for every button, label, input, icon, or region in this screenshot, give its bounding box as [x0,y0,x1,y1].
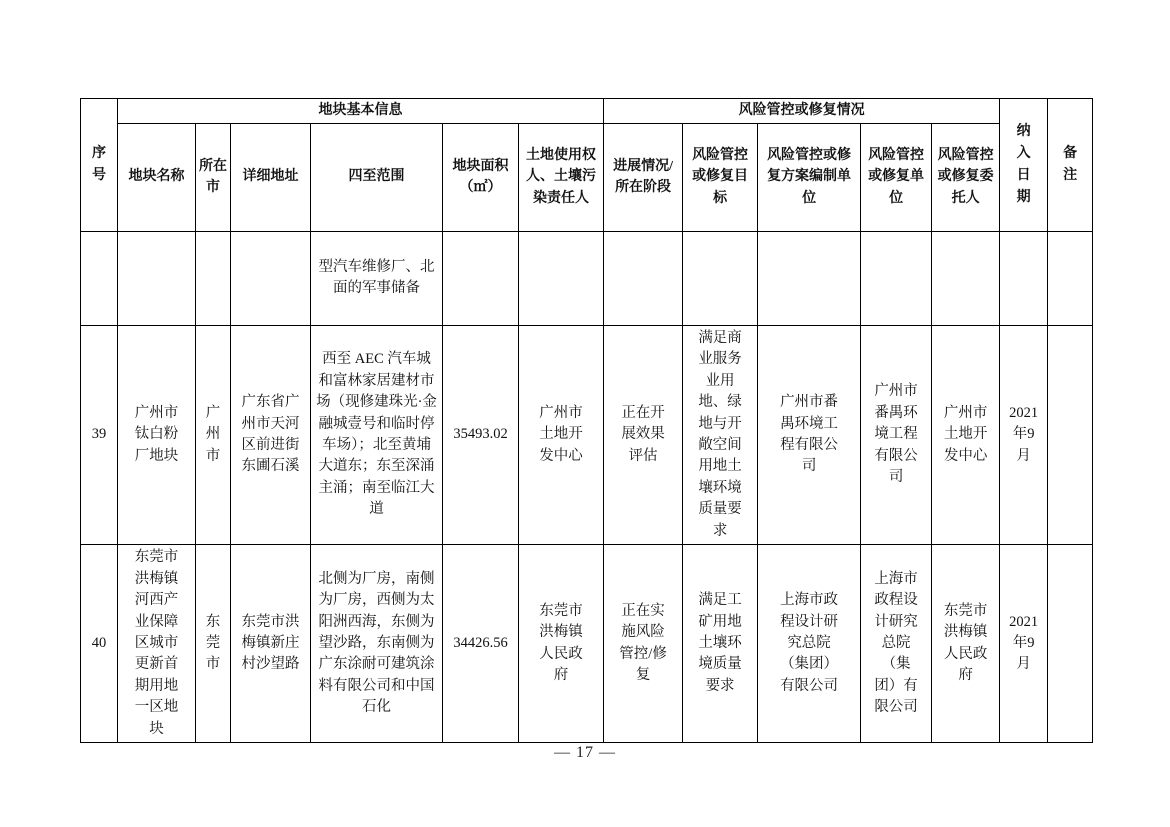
cell-name: 东莞市洪梅镇河西产业保障区城市更新首期用地一区地块 [118,545,196,743]
cell-area [443,231,519,325]
cell-name [118,231,196,325]
col-header-remark: 备注 [1048,99,1093,232]
col-header-remediation-unit: 风险管控或修复单位 [861,123,932,231]
cell-boundaries: 型汽车维修厂、北面的军事储备 [311,231,443,325]
header-row-groups [81,99,1093,124]
cell-client: 广州市土地开发中心 [932,325,1000,545]
cell-address: 东莞市洪梅镇新庄村沙望路 [231,545,311,743]
cell-remediation-unit [861,231,932,325]
cell-target: 满足工矿用地土壤环境质量要求 [683,545,758,743]
cell-remediation-unit: 上海市政程设计研究总院（集团）有限公司 [861,545,932,743]
cell-address [231,231,311,325]
cell-date: 2021年9月 [1000,325,1048,545]
land-parcel-table [80,98,1093,743]
col-header-plan-unit: 风险管控或修复方案编制单位 [758,123,861,231]
col-header-progress: 进展情况/所在阶段 [604,123,683,231]
cell-plan-unit: 广州市番禺环境工程有限公司 [758,325,861,545]
cell-city [196,231,231,325]
col-header-client: 风险管控或修复委托人 [932,123,1000,231]
cell-plan-unit [758,231,861,325]
col-header-target: 风险管控或修复目标 [683,123,758,231]
cell-client [932,231,1000,325]
cell-remark [1048,231,1093,325]
cell-area: 34426.56 [443,545,519,743]
page-number: — 17 — [554,744,616,761]
cell-land-user [519,231,604,325]
header-row-columns [81,123,1093,231]
cell-boundaries: 西至 AEC 汽车城和富林家居建材市场（现修建珠光·金融城壹号和临时停车场）；北至黄埔大道东；东至深涌主涌；南至临江大道 [311,325,443,545]
col-header-address: 详细地址 [231,123,311,231]
cell-serial: 40 [81,545,118,743]
table-row-40 [81,545,1093,743]
cell-target: 满足商业服务业用地、绿地与开敞空间用地土壤环境质量要求 [683,325,758,545]
cell-remediation-unit: 广州市番禺环境工程有限公司 [861,325,932,545]
cell-name: 广州市钛白粉厂地块 [118,325,196,545]
cell-address: 广东省广州市天河区前进街东圃石溪 [231,325,311,545]
cell-city: 东莞市 [196,545,231,743]
group-header-risk: 风险管控或修复情况 [604,99,1000,124]
col-header-city: 所在市 [196,123,231,231]
cell-progress: 正在开展效果评估 [604,325,683,545]
cell-date: 2021年9月 [1000,545,1048,743]
cell-land-user: 东莞市洪梅镇人民政府 [519,545,604,743]
cell-progress [604,231,683,325]
cell-progress: 正在实施风险管控/修复 [604,545,683,743]
col-header-boundaries: 四至范围 [311,123,443,231]
cell-date [1000,231,1048,325]
cell-remark [1048,325,1093,545]
cell-client: 东莞市洪梅镇人民政府 [932,545,1000,743]
cell-area: 35493.02 [443,325,519,545]
cell-land-user: 广州市土地开发中心 [519,325,604,545]
cell-target [683,231,758,325]
col-header-name: 地块名称 [118,123,196,231]
col-header-serial: 序号 [81,99,118,232]
col-header-date: 纳入日期 [1000,99,1048,232]
table-row-39 [81,325,1093,545]
cell-plan-unit: 上海市政程设计研究总院（集团）有限公司 [758,545,861,743]
col-header-area: 地块面积（㎡） [443,123,519,231]
table-row-continuation [81,231,1093,325]
cell-boundaries: 北侧为厂房，南侧为厂房，西侧为太阳洲西海，东侧为望沙路，东南侧为广东涂耐可建筑涂料有限公司和中国石化 [311,545,443,743]
col-header-land-user: 土地使用权人、土壤污染责任人 [519,123,604,231]
cell-serial: 39 [81,325,118,545]
cell-serial [81,231,118,325]
cell-remark [1048,545,1093,743]
group-header-basic-info: 地块基本信息 [118,99,604,124]
cell-city: 广州市 [196,325,231,545]
